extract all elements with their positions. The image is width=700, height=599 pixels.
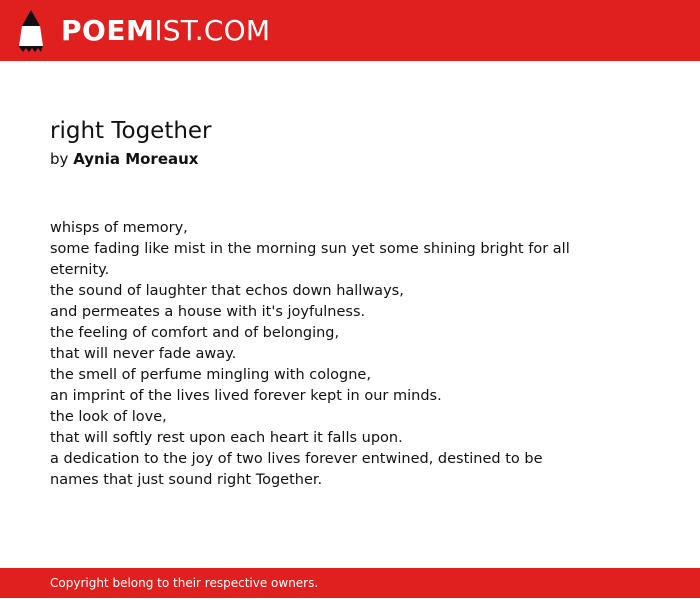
poem-line: the sound of laughter that echos down hallways, [50, 283, 404, 299]
poem-line: that will softly rest upon each heart it falls upon. [50, 430, 403, 446]
poem-line: whisps of memory, [50, 220, 188, 236]
site-logo-text[interactable] [61, 11, 270, 51]
brand-light-text: IST.COM [154, 14, 271, 47]
poem-line: the look of love, [50, 409, 167, 425]
poem-byline [50, 148, 650, 170]
site-footer [0, 568, 700, 598]
pencil-icon[interactable] [16, 10, 46, 52]
poem-author: Aynia Moreaux [73, 150, 199, 168]
poem-line: some fading like mist in the morning sun yet some shining bright for all eternity. [50, 241, 570, 278]
copyright-text: Copyright belong to their respective owners. [50, 576, 319, 590]
poem-line: a dedication to the joy of two lives forever entwined, destined to be names that just sound right Together. [50, 451, 543, 488]
poem-header [50, 114, 650, 170]
poem-line: that will never fade away. [50, 346, 237, 362]
poem-line: an imprint of the lives lived forever kept in our minds. [50, 388, 442, 404]
poem-line: and permeates a house with it's joyfulness. [50, 304, 366, 320]
poem-line: the feeling of comfort and of belonging, [50, 325, 340, 341]
poem-line: the smell of perfume mingling with cologne, [50, 367, 371, 383]
poem-body [50, 218, 580, 491]
brand-bold-text: POEM [61, 14, 155, 47]
by-label: by [50, 150, 69, 168]
site-header [0, 0, 700, 61]
poem-title: right Together [50, 118, 212, 144]
